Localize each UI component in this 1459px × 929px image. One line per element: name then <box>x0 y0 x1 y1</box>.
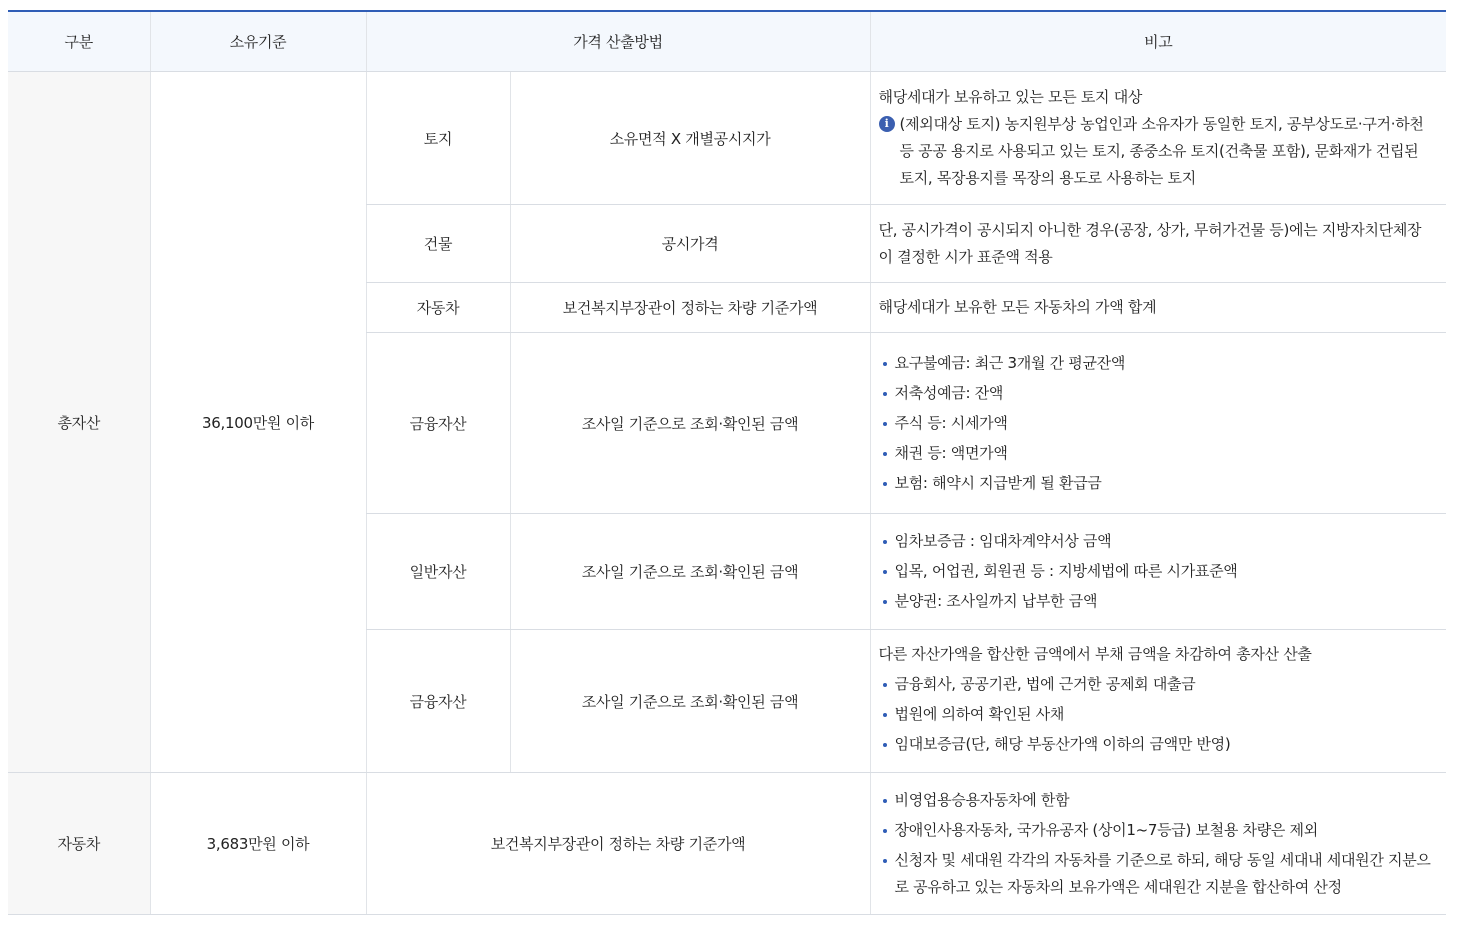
table-row <box>8 72 1446 205</box>
bullet-list <box>879 787 1435 901</box>
list-item: 채권 등: 액면가액 <box>879 440 1435 467</box>
exclusion-note <box>879 111 1435 192</box>
bullet-list <box>879 671 1435 758</box>
list-item: 임차보증금 : 임대차계약서상 금액 <box>879 528 1435 555</box>
list-item: 신청자 및 세대원 각각의 자동차를 기준으로 하되, 해당 동일 세대내 세대원간 지분으로 공유하고 있는 자동차의 보유가액은 세대원간 지분을 합산하여 산정 <box>879 847 1435 901</box>
list-item: 주식 등: 시세가액 <box>879 410 1435 437</box>
list-item: 보험: 해약시 지급받게 될 환급금 <box>879 470 1435 497</box>
method-text: 조사일 기준으로 조회·확인된 금액 <box>510 333 870 514</box>
list-item: 장애인사용자동차, 국가유공자 (상이1~7등급) 보철용 차량은 제외 <box>879 817 1435 844</box>
note-cell <box>870 205 1446 283</box>
method-text: 조사일 기준으로 조회·확인된 금액 <box>510 630 870 773</box>
note-text: 해당세대가 보유한 모든 자동차의 가액 합계 <box>878 298 1157 316</box>
item-label: 토지 <box>366 72 510 205</box>
header-note: 비고 <box>870 11 1446 72</box>
note-cell <box>870 283 1446 333</box>
note-text: 단, 공시가격이 공시되지 아니한 경우(공장, 상가, 무허가건물 등)에는 지방자치단체장이 결정한 시가 표준액 적용 <box>878 220 1422 266</box>
method-text: 소유면적 X 개별공시지가 <box>510 72 870 205</box>
note-text: 해당세대가 보유하고 있는 모든 토지 대상 <box>878 88 1143 106</box>
table-row <box>8 773 1446 915</box>
note-cell <box>870 72 1446 205</box>
list-item: 요구불예금: 최근 3개월 간 평균잔액 <box>879 350 1435 377</box>
standard-car: 3,683만원 이하 <box>150 773 366 915</box>
list-item: 입목, 어업권, 회원권 등 : 지방세법에 따른 시가표준액 <box>879 558 1435 585</box>
asset-criteria-table <box>8 10 1446 915</box>
item-label: 건물 <box>366 205 510 283</box>
header-method: 가격 산출방법 <box>366 11 870 72</box>
note-cell <box>870 773 1446 915</box>
list-item: 분양권: 조사일까지 납부한 금액 <box>879 588 1435 615</box>
item-label: 일반자산 <box>366 514 510 630</box>
note-cell <box>870 630 1446 773</box>
header-category: 구분 <box>8 11 150 72</box>
item-label: 금융자산 <box>366 333 510 514</box>
standard-total-assets: 36,100만원 이하 <box>150 72 366 773</box>
exclusion-text: (제외대상 토지) 농지원부상 농업인과 소유자가 동일한 토지, 공부상도로·구거·하천 등 공공 용지로 사용되고 있는 토지, 종중소유 토지(건축물 포함), 문화재가 건립된 토지, 목장용지를 목장의 용도로 사용하는 토지 <box>899 115 1424 187</box>
note-text: 다른 자산가액을 합산한 금액에서 부채 금액을 차감하여 총자산 산출 <box>878 645 1312 663</box>
list-item: 비영업용승용자동차에 한함 <box>879 787 1435 814</box>
method-text: 공시가격 <box>510 205 870 283</box>
item-label: 금융자산 <box>366 630 510 773</box>
list-item: 임대보증금(단, 해당 부동산가액 이하의 금액만 반영) <box>879 731 1435 758</box>
list-item: 저축성예금: 잔액 <box>879 380 1435 407</box>
item-label: 자동차 <box>366 283 510 333</box>
info-icon: i <box>879 116 895 132</box>
method-text: 보건복지부장관이 정하는 차량 기준가액 <box>366 773 870 915</box>
category-car: 자동차 <box>8 773 150 915</box>
list-item: 금융회사, 공공기관, 법에 근거한 공제회 대출금 <box>879 671 1435 698</box>
list-item: 법원에 의하여 확인된 사채 <box>879 701 1435 728</box>
bullet-list <box>879 350 1435 497</box>
header-standard: 소유기준 <box>150 11 366 72</box>
bullet-list <box>879 528 1435 615</box>
method-text: 조사일 기준으로 조회·확인된 금액 <box>510 514 870 630</box>
category-total-assets: 총자산 <box>8 72 150 773</box>
method-text: 보건복지부장관이 정하는 차량 기준가액 <box>510 283 870 333</box>
table-header-row <box>8 11 1446 72</box>
note-cell <box>870 333 1446 514</box>
note-cell <box>870 514 1446 630</box>
